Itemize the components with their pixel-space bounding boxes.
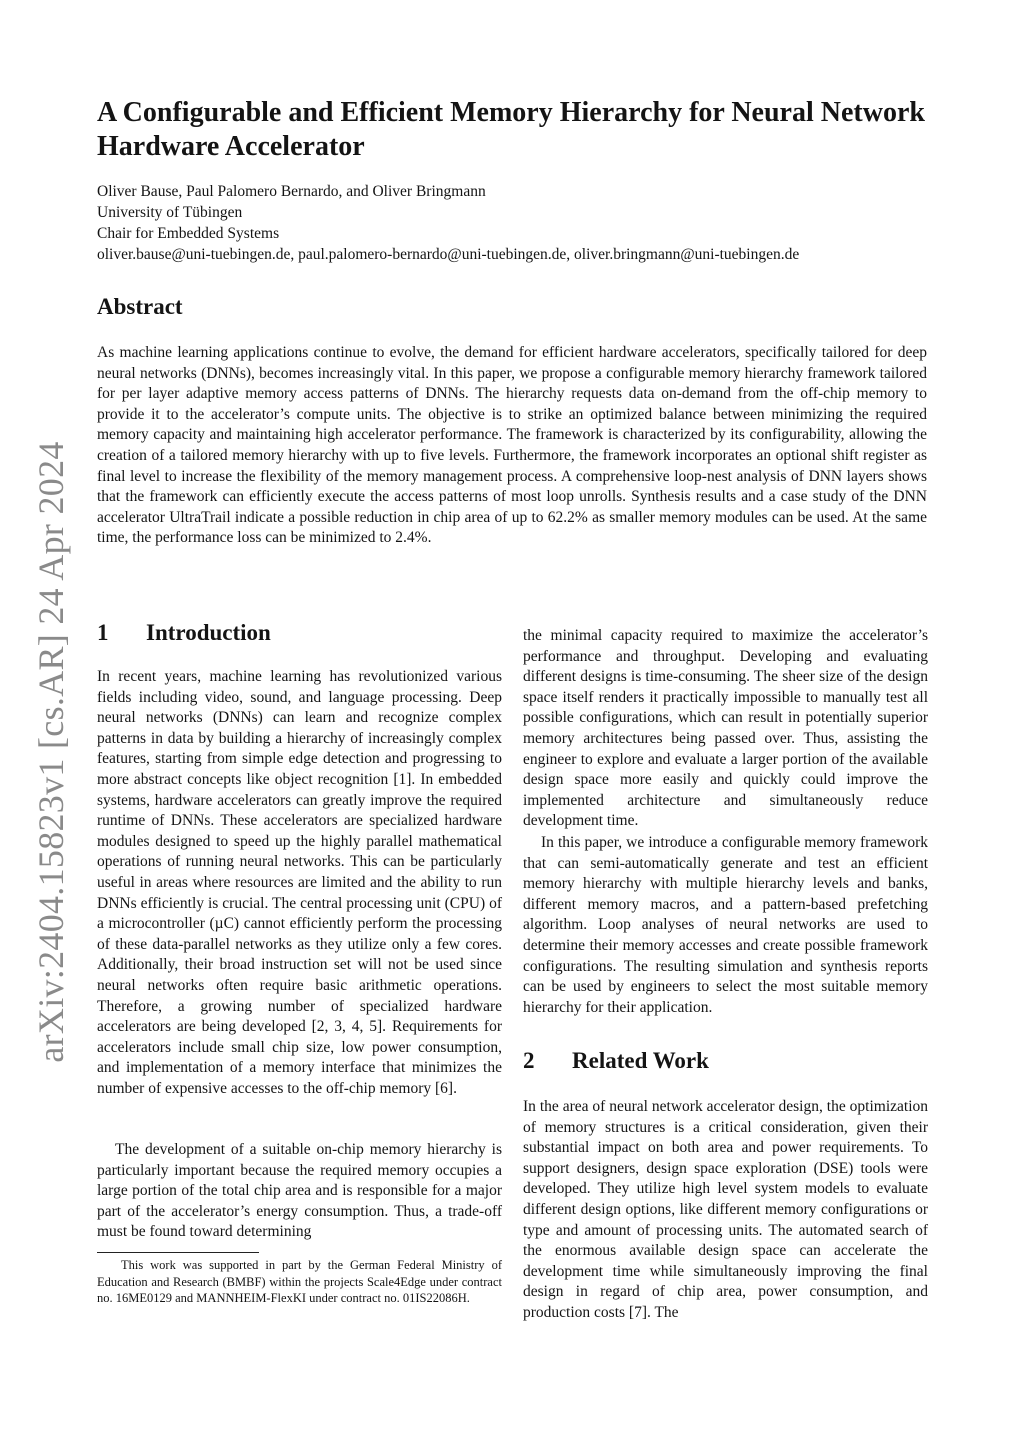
arxiv-identifier-text: arXiv:2404.15823v1 [cs.AR] 24 Apr 2024: [31, 441, 71, 1063]
abstract-heading: Abstract: [97, 294, 183, 319]
abstract-text: As machine learning applications continue to evolve, the demand for efficient hardware accelerators, specifically tailored for deep neural networks (DNNs), becomes increasingly vital. In this paper, we propose a configurable memory hierarchy framework tailored for per layer adaptive memory access patterns of DNNs. The hierarchy requests data on-demand from the off-chip memory to provide it to the accelerator’s compute units. The objective is to strike an optimized balance between minimizing the required memory capacity and maintaining high accelerator performance. The framework is characterized by its configurability, allowing the creation of a tailored memory hierarchy with up to five levels. Furthermore, the framework incorporates an optional shift register as final level to increase the flexibility of the memory management process. A comprehensive loop-nest analysis of DNN layers shows that the framework can efficiently execute the access patterns of most loop unrolls. Synthesis results and a case study of the DNN accelerator UltraTrail indicate a possible reduction in chip area of up to 62.2% as smaller memory modules can be used. At the same time, the performance loss can be minimized to 2.4%.: [97, 344, 927, 547]
arxiv-identifier: [28, 441, 74, 1063]
section-heading-related-work: [523, 1048, 709, 1074]
author-names: Oliver Bause, Paul Palomero Bernardo, and Oliver Bringmann: [97, 183, 486, 200]
footnote: This work was supported in part by the German Federal Ministry of Education and Research (BMBF) within the projects Scale4Edge under contract no. 16ME0129 and MANNHEIM-FlexKI under contract no. 01IS22086H.: [97, 1258, 502, 1305]
intro-paragraph-1: In recent years, machine learning has revolutionized various fields including video, sound, and language processing. Deep neural networks (DNNs) can learn and recognize complex patterns in data by building a hierarchy of increasingly complex features, starting from simple edge detection and progressing to more abstract concepts like object recognition [1]. In embedded systems, hardware accelerators can greatly improve the required runtime of DNNs. These accelerators are specialized hardware modules designed to speed up the highly parallel mathematical operations of running neural networks. This can be particularly useful in areas where resources are limited and the ability to run DNNs efficiently is crucial. The central processing unit (CPU) of a microcontroller (µC) cannot efficiently perform the processing of these data-parallel networks as they utilize only a few cores. Additionally, their broad instruction set will not be used since neural networks often require basic arithmetic operations. Therefore, a growing number of specialized hardware accelerators are being developed [2, 3, 4, 5]. Requirements for accelerators include small chip size, low power consumption, and implementation of a memory interface that minimizes the number of expensive accesses to the off-chip memory [6].: [97, 668, 502, 1097]
section-title: Introduction: [146, 620, 271, 645]
related-paragraph-1: In the area of neural network accelerator design, the optimization of memory structures is a critical consideration, given their substantial impact on both area and power requirements. To support designers, design space exploration (DSE) tools were developed. They utilize high level system models to evaluate different design options, like different memory configurations or type and amount of processing units. The automated search of the enormous available design space can accelerate the development time while simultaneously improving the final design in regard of chip area, power consumption, and production costs [7]. The: [523, 1098, 928, 1321]
author-emails: oliver.bause@uni-tuebingen.de, paul.palomero-bernardo@uni-tuebingen.de, oliver.bringmann@uni-tuebingen.de: [97, 246, 800, 263]
section-number: 1: [97, 620, 109, 645]
section-heading-introduction: [97, 620, 271, 646]
footnote-rule: [97, 1252, 259, 1253]
author-chair: Chair for Embedded Systems: [97, 225, 280, 242]
author-university: University of Tübingen: [97, 204, 243, 221]
paper-title: A Configurable and Efficient Memory Hierarchy for Neural Network Hardware Accelerator: [97, 97, 925, 162]
author-block: [97, 181, 937, 265]
intro-paragraph-2: The development of a suitable on-chip memory hierarchy is particularly important because the required memory occupies a large portion of the total chip area and is responsible for a major part of the accelerator’s energy consumption. Thus, a trade-off must be found toward determining: [97, 1141, 502, 1241]
section-number: 2: [523, 1048, 535, 1073]
intro-paragraph-4: In this paper, we introduce a configurable memory framework that can semi-automatically generate and test an efficient memory hierarchy with multiple hierarchy levels and banks, different memory macros, and a pattern-based prefetching algorithm. Loop analyses of neural networks are used to determine their memory accesses and create possible framework configurations. The resulting simulation and synthesis reports can be used by engineers to select the most suitable memory hierarchy for their application.: [523, 834, 928, 1016]
intro-paragraph-3: the minimal capacity required to maximize the accelerator’s performance and throughput. Developing and evaluating different designs is time-consuming. The sheer size of the design space itself renders it practically impossible to manually test all possible configurations, which can result in potentially superior memory architectures being passed over. Thus, assisting the engineer to explore and evaluate a larger portion of the available design space more easily and quickly could improve the implemented architecture and simultaneously reduce development time.: [523, 627, 928, 830]
section-title: Related Work: [572, 1048, 709, 1073]
